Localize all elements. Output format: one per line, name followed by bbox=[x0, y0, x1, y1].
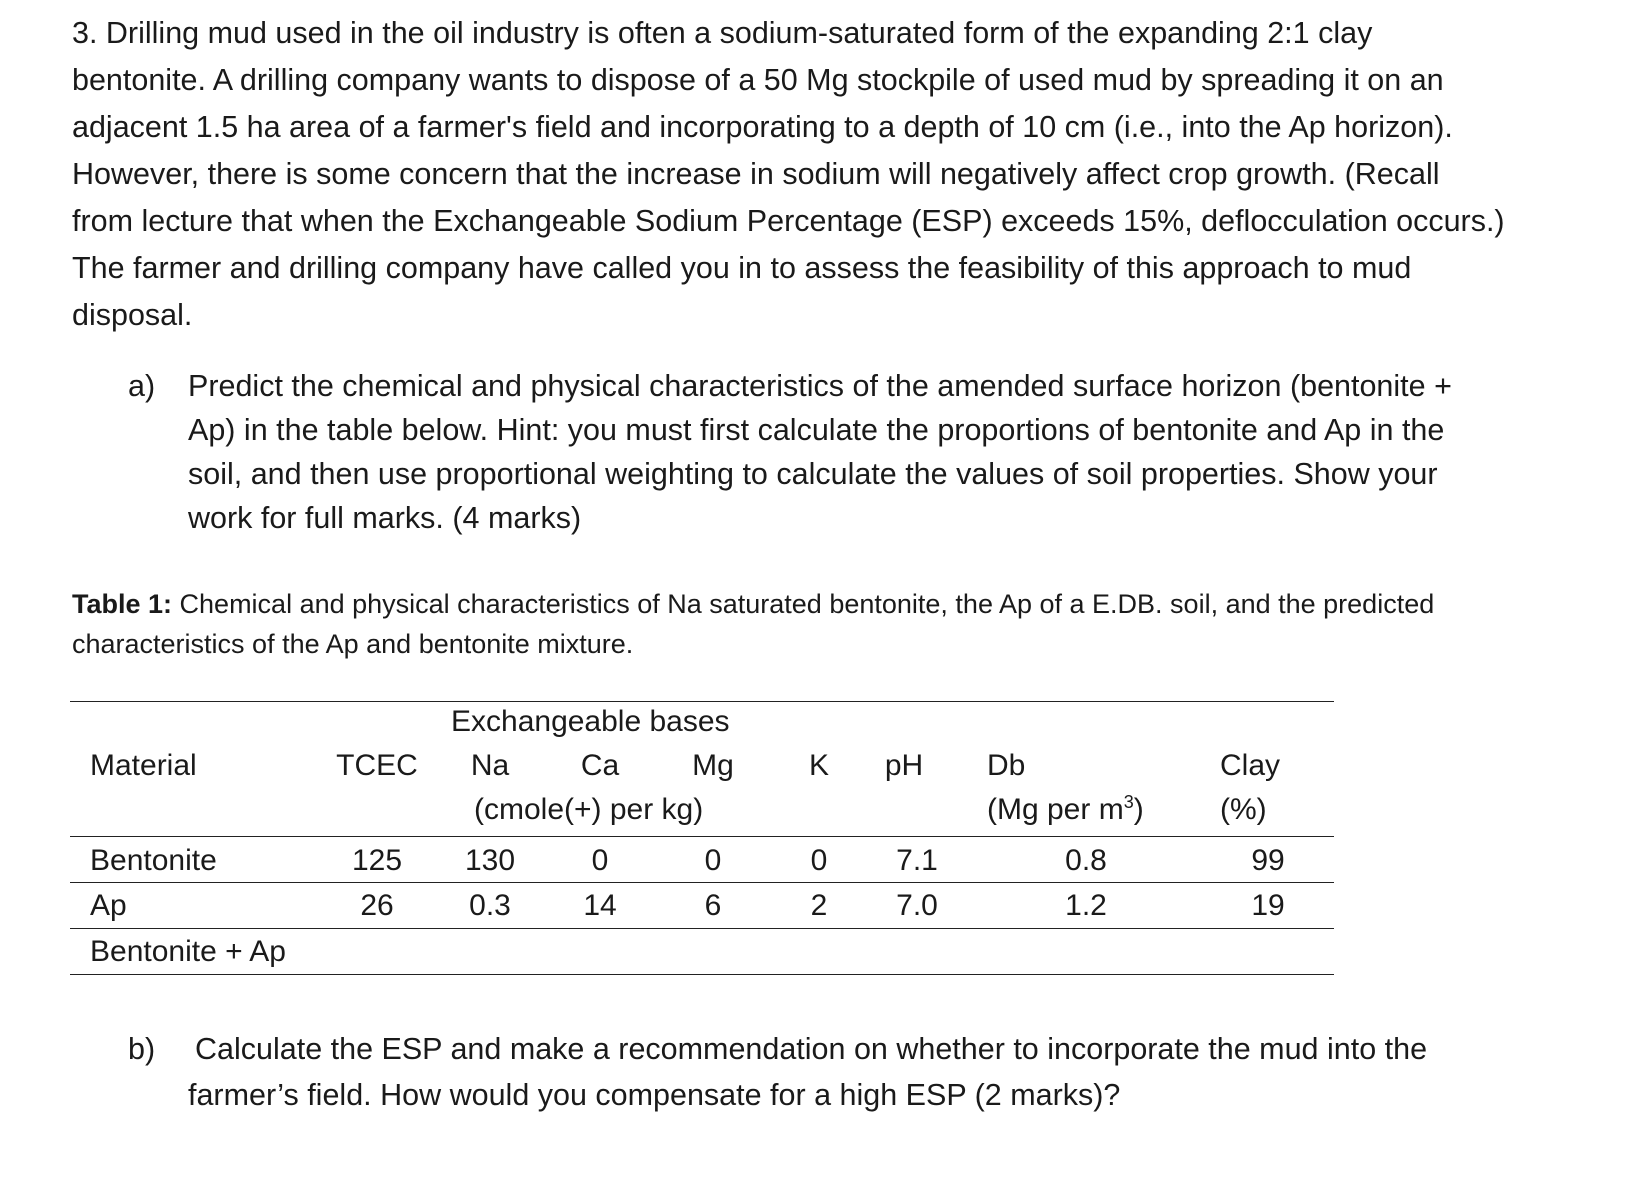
cell-mg: 0 bbox=[704, 844, 722, 877]
part-a-text bbox=[188, 364, 1598, 540]
header-na: Na bbox=[470, 749, 510, 782]
cell-db: 0.8 bbox=[1065, 844, 1107, 877]
cell-tcec: 26 bbox=[360, 889, 394, 922]
part-b-line: farmer’s field. How would you compensate for a high ESP (2 marks)? bbox=[188, 1078, 1121, 1112]
part-a-line: Predict the chemical and physical characteristics of the amended surface horizon (bentonite + bbox=[188, 369, 1452, 403]
cell-tcec: 125 bbox=[351, 844, 403, 877]
part-b-letter: b) bbox=[128, 1032, 156, 1066]
intro-line: bentonite. A drilling company wants to dispose of a 50 Mg stockpile of used mud by spreading it on an bbox=[72, 63, 1444, 97]
table-bottom-rule bbox=[70, 974, 1334, 975]
header-clay: Clay bbox=[1220, 749, 1281, 782]
cell-ph: 7.1 bbox=[896, 844, 938, 877]
unit-db: (Mg per $m^3$) bbox=[987, 792, 1144, 826]
intro-line: However, there is some concern that the increase in sodium will negatively affect crop growth. (Recall bbox=[72, 157, 1440, 191]
cell-k: 2 bbox=[810, 889, 828, 922]
cell-clay: 99 bbox=[1251, 844, 1285, 877]
header-ph: pH bbox=[884, 749, 924, 782]
intro-line: disposal. bbox=[72, 298, 193, 332]
table-row-rule bbox=[70, 882, 1334, 883]
part-b bbox=[128, 1026, 1598, 1118]
part-a-line: Ap) in the table below. Hint: you must first calculate the proportions of bentonite and Ap in the bbox=[188, 413, 1445, 447]
cell-clay: 19 bbox=[1251, 889, 1285, 922]
intro-line: from lecture that when the Exchangeable Sodium Percentage (ESP) exceeds 15%, deflocculation occurs.) bbox=[72, 204, 1505, 238]
header-db: Db bbox=[987, 749, 1026, 782]
header-ca: Ca bbox=[580, 749, 620, 782]
table-caption-label: Table 1: bbox=[72, 589, 173, 619]
part-a-letter: a) bbox=[128, 369, 156, 403]
table-header-rule bbox=[70, 836, 1334, 837]
cell-db: 1.2 bbox=[1065, 889, 1107, 922]
cell-na: 130 bbox=[464, 844, 516, 877]
question-intro bbox=[72, 10, 1612, 339]
part-a bbox=[128, 364, 1598, 540]
table-row-rule bbox=[70, 928, 1334, 929]
header-tcec: TCEC bbox=[336, 749, 418, 782]
table-caption-text-cont: characteristics of the Ap and bentonite mixture. bbox=[72, 629, 634, 659]
header-material: Material bbox=[90, 749, 197, 782]
table-caption bbox=[72, 584, 1582, 664]
group-header-exchangeable-bases: Exchangeable bases bbox=[451, 705, 730, 738]
table-caption-text: Chemical and physical characteristics of Na saturated bentonite, the Ap of a E.DB. soil, and the predicted bbox=[172, 589, 1435, 619]
cell-ca: 14 bbox=[583, 889, 617, 922]
table-top-rule bbox=[70, 701, 1334, 702]
intro-line: The farmer and drilling company have called you in to assess the feasibility of this approach to mud bbox=[72, 251, 1412, 285]
part-b-line: Calculate the ESP and make a recommendation on whether to incorporate the mud into the bbox=[195, 1032, 1428, 1066]
header-k: K bbox=[808, 749, 830, 782]
cell-material: Ap bbox=[90, 889, 127, 922]
cell-k: 0 bbox=[810, 844, 828, 877]
header-mg: Mg bbox=[692, 749, 734, 782]
cell-material: Bentonite bbox=[90, 844, 217, 877]
cell-ph: 7.0 bbox=[896, 889, 938, 922]
cell-material: Bentonite + Ap bbox=[90, 935, 286, 968]
cell-na: 0.3 bbox=[469, 889, 511, 922]
intro-line: 3. Drilling mud used in the oil industry is often a sodium-saturated form of the expanding 2:1 clay bbox=[72, 16, 1373, 50]
cell-mg: 6 bbox=[704, 889, 722, 922]
cell-ca: 0 bbox=[591, 844, 609, 877]
unit-exchangeable-bases: (cmole(+) per kg) bbox=[474, 793, 704, 826]
part-a-line: work for full marks. (4 marks) bbox=[188, 501, 582, 535]
intro-line: adjacent 1.5 ha area of a farmer's field and incorporating to a depth of 10 cm (i.e., into the Ap horizon). bbox=[72, 110, 1453, 144]
part-a-line: soil, and then use proportional weighting to calculate the values of soil properties. Show your bbox=[188, 457, 1438, 491]
unit-clay: (%) bbox=[1220, 793, 1267, 826]
